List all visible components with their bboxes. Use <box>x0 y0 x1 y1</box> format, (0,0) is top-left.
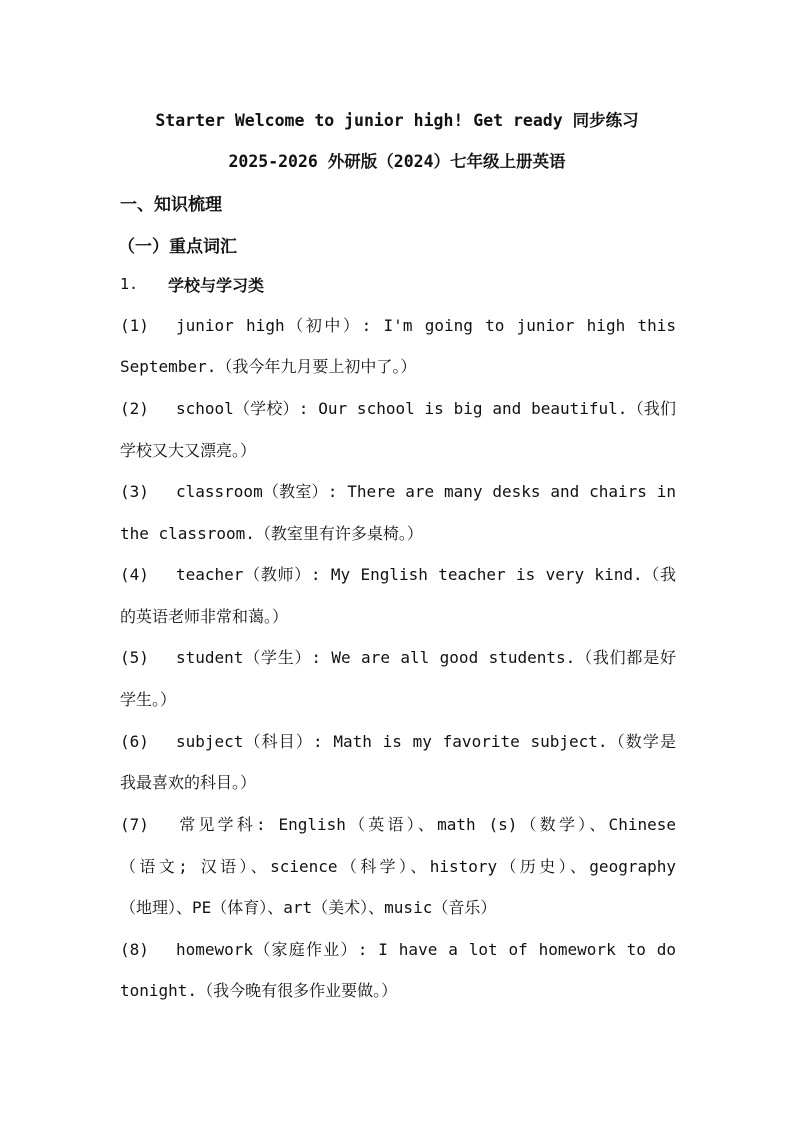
vocab-item <box>120 814 676 836</box>
item-text: 常见学科: English（英语）、math (s)（数学）、Chinese <box>176 815 676 834</box>
vocab-item <box>120 315 676 337</box>
item-number: (7) <box>120 815 149 834</box>
vocab-item-continuation: the classroom.（教室里有许多桌椅。） <box>120 524 423 543</box>
category-number: 1. <box>120 275 139 293</box>
vocab-item <box>120 731 676 753</box>
subsection-heading: （一）重点词汇 <box>118 237 237 257</box>
vocab-item <box>120 481 676 503</box>
item-number: (8) <box>120 940 149 959</box>
document-subtitle: 2025-2026 外研版（2024）七年级上册英语 <box>228 152 566 171</box>
item-text: subject（科目）: Math is my favorite subject.（数学是 <box>176 732 676 751</box>
item-number: (5) <box>120 648 149 667</box>
vocab-item-continuation: 的英语老师非常和蔼。） <box>120 607 289 626</box>
vocab-item <box>120 564 676 586</box>
vocab-item <box>120 398 676 420</box>
vocab-item-continuation: September.（我今年九月要上初中了。） <box>120 357 417 376</box>
vocab-item-continuation: 学生。） <box>120 690 177 709</box>
vocab-item-continuation: tonight.（我今晚有很多作业要做。） <box>120 981 398 1000</box>
vocab-item <box>120 939 676 961</box>
section-heading: 一、知识梳理 <box>120 195 222 215</box>
item-text: classroom（教室）: There are many desks and chairs in <box>176 482 676 501</box>
item-number: (1) <box>120 316 149 335</box>
vocab-item-continuation: （地理）、PE（体育）、art（美术）、music（音乐） <box>120 898 497 917</box>
vocab-item-continuation: 我最喜欢的科目。） <box>120 773 257 792</box>
item-text: homework（家庭作业）: I have a lot of homework to do <box>176 940 676 959</box>
item-text: student（学生）: We are all good students.（我们都是好 <box>176 648 676 667</box>
item-text: school（学校）: Our school is big and beautiful.（我们 <box>176 399 676 418</box>
item-number: (3) <box>120 482 149 501</box>
item-number: (6) <box>120 732 149 751</box>
item-text: junior high（初中）: I'm going to junior high this <box>176 316 676 335</box>
document-title: Starter Welcome to junior high! Get ready 同步练习 <box>155 111 639 130</box>
item-number: (2) <box>120 399 149 418</box>
item-number: (4) <box>120 565 149 584</box>
vocab-item-continuation: 学校又大又漂亮。） <box>120 441 257 460</box>
item-text: teacher（教师）: My English teacher is very kind.（我 <box>176 565 676 584</box>
category-label: 学校与学习类 <box>168 276 265 295</box>
vocab-item-continuation: （语文; 汉语）、science（科学）、history（历史）、geography <box>120 857 676 876</box>
vocab-item <box>120 647 676 669</box>
